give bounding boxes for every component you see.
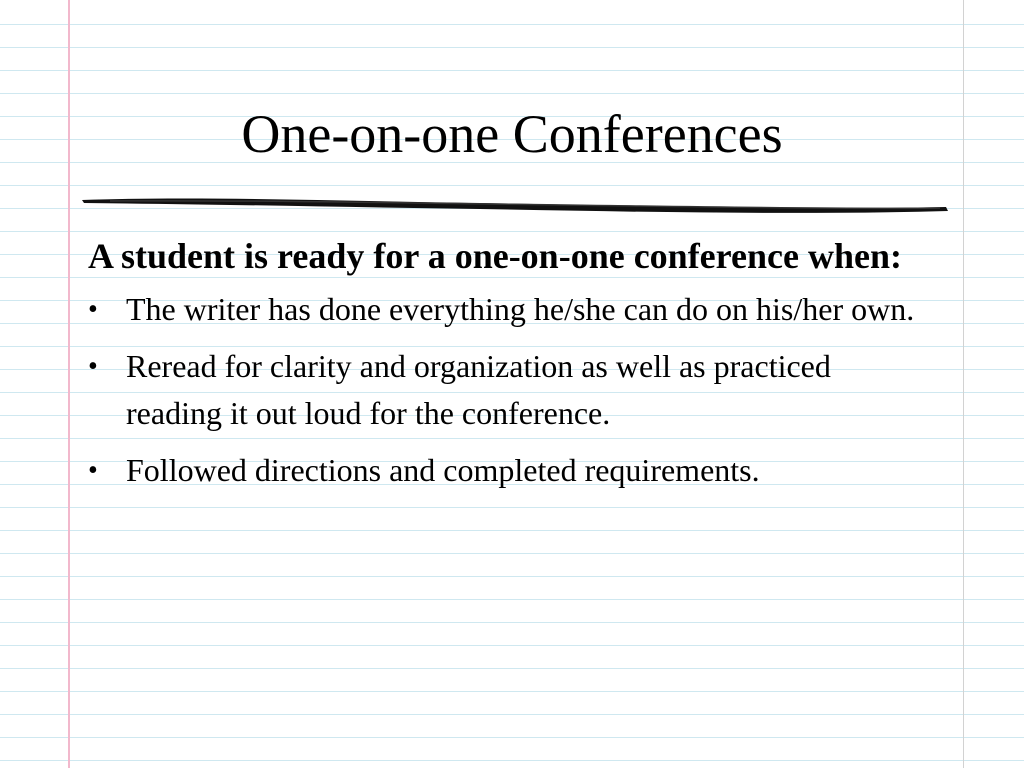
bullet-text: Reread for clarity and organization as well as practiced reading it out loud for the conference.	[126, 348, 831, 431]
title-underline-stroke	[80, 190, 950, 220]
bullet-dot-icon: •	[88, 351, 98, 382]
bullet-dot-icon: •	[88, 455, 98, 486]
bullet-text: Followed directions and completed requirements.	[126, 452, 760, 488]
bullet-list	[88, 286, 928, 494]
bullet-text: The writer has done everything he/she can do on his/her own.	[126, 291, 915, 327]
bullet-item	[88, 286, 928, 333]
lead-statement: A student is ready for a one-on-one conference when:	[88, 236, 902, 276]
slide-title: One-on-one Conferences	[241, 104, 783, 164]
bullet-item	[88, 447, 928, 494]
bullet-item	[88, 343, 928, 437]
bullet-dot-icon: •	[88, 294, 98, 325]
slide-body	[88, 232, 928, 504]
